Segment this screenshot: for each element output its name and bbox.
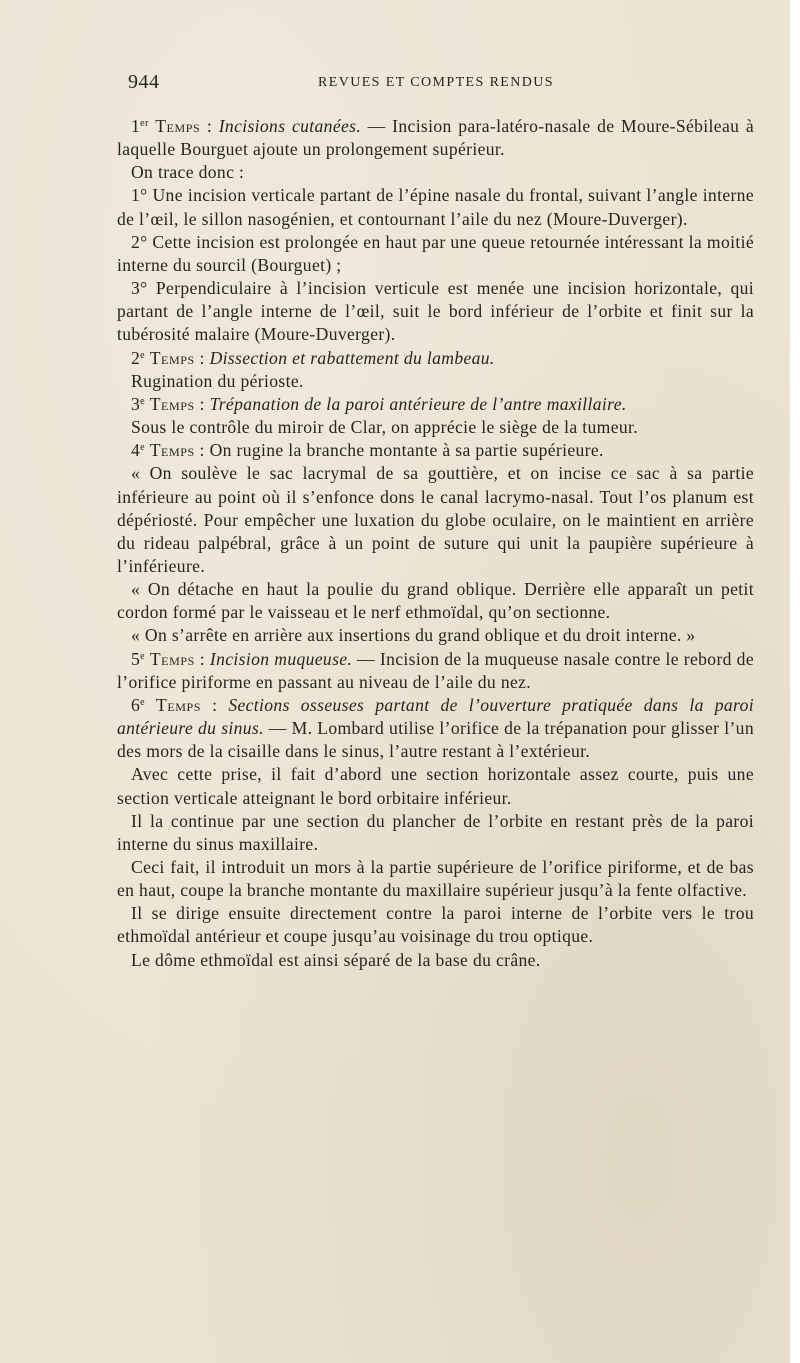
page-header: [128, 71, 754, 95]
temps-label: Temps: [149, 347, 195, 368]
separator: :: [201, 694, 229, 715]
ordinal-suffix: er: [140, 118, 149, 129]
paragraph: Le dôme ethmoïdal est ainsi séparé de la base du crâne.: [131, 949, 541, 970]
step-title: Dissection et rabattement du lambeau.: [209, 347, 495, 368]
temps-label: Temps: [149, 648, 195, 669]
ordinal-suffix: e: [140, 696, 145, 708]
step-text: On rugine la branche montante à sa partie supérieure.: [209, 440, 604, 461]
temps-label: Temps: [155, 116, 201, 136]
paragraph-temps-1: [117, 115, 754, 161]
paragraph-quote: « On détache en haut la poulie du grand oblique. Derrière elle apparaît un petit cordon formé par le vaisseau et le nerf ethmoïdal, qu’on sectionne.: [117, 579, 754, 623]
ordinal-suffix: e: [140, 349, 145, 361]
page-number: 944: [128, 71, 160, 93]
paragraph-temps-6: [117, 694, 754, 763]
temps-label: Temps: [149, 393, 195, 414]
step-text: — M. Lombard utilise l’orifice de la trépanation pour glisser l’un des mors de la cisaille dans le sinus, l’autre restant à l’extérieur.: [117, 718, 754, 762]
step-title: Incisions cutanées.: [218, 116, 362, 136]
paragraph: On trace donc :: [131, 162, 245, 183]
paragraph: Avec cette prise, il fait d’abord une section horizontale assez courte, puis une section verticale atteignant le bord orbitaire inférieur.: [117, 764, 754, 808]
step-title: Sections osseuses partant de l’ouverture pratiquée dans la paroi antérieure du sinus.: [117, 694, 754, 739]
paragraph-temps-3: [117, 393, 754, 416]
paragraph-quote: « On s’arrête en arrière aux insertions du grand oblique et du droit interne. »: [131, 625, 696, 646]
paragraph: Ceci fait, il introduit un mors à la partie supérieure de l’orifice piriforme, et de bas en haut, coupe la branche montante du maxillaire supérieur jusqu’à la fente olfactive.: [117, 857, 754, 901]
paragraph: Il se dirige ensuite directement contre la paroi interne de l’orbite vers le trou ethmoïdal antérieur et coupe jusqu’au voisinage du trou optique.: [117, 903, 754, 947]
step-number: 3: [131, 393, 141, 414]
paragraph: 1° Une incision verticale partant de l’épine nasale du frontal, suivant l’angle interne de l’œil, le sillon nasogénien, et contournant l’aile du nez (Moure-Duverger).: [117, 185, 754, 229]
paragraph: 2° Cette incision est prolongée en haut par une queue retournée intéressant la moitié interne du sourcil (Bourguet) ;: [117, 231, 754, 275]
page-right-margin: [790, 0, 800, 1363]
step-number: 1: [131, 116, 141, 136]
step-number: 4: [131, 440, 141, 461]
separator: :: [194, 440, 210, 461]
separator: :: [194, 648, 210, 669]
paragraph-temps-2: [117, 347, 754, 370]
step-number: 2: [131, 347, 141, 368]
step-title: Trépanation de la paroi antérieure de l’antre maxillaire.: [209, 393, 627, 414]
paragraph: Il la continue par une section du plancher de l’orbite en restant près de la paroi interne du sinus maxillaire.: [117, 810, 754, 854]
paragraph-temps-5: [117, 648, 754, 694]
separator: :: [200, 116, 219, 136]
paragraph-temps-4: [117, 439, 754, 462]
separator: :: [194, 393, 210, 414]
running-title: REVUES ET COMPTES RENDUS: [318, 75, 554, 90]
ordinal-suffix: e: [140, 395, 145, 407]
step-title: Incision muqueuse.: [209, 648, 353, 669]
step-text: — Incision para-latéro-nasale de Moure-Sébileau à laquelle Bourguet ajoute un prolongement supérieur.: [117, 116, 754, 160]
temps-label: Temps: [155, 694, 202, 715]
temps-label: Temps: [149, 440, 195, 461]
body-text: [117, 115, 754, 972]
paragraph: Sous le contrôle du miroir de Clar, on apprécie le siège de la tumeur.: [131, 417, 638, 438]
paragraph: 3° Perpendiculaire à l’incision verticule est menée une incision horizontale, qui partant de l’angle interne de l’œil, suit le bord inférieur de l’orbite et finit sur la tubérosité malaire (Moure-Duverger).: [117, 278, 754, 345]
step-number: 6: [131, 694, 141, 715]
ordinal-suffix: e: [140, 650, 145, 662]
step-number: 5: [131, 648, 141, 669]
ordinal-suffix: e: [140, 442, 145, 454]
step-text: — Incision de la muqueuse nasale contre le rebord de l’orifice piriforme en passant au niveau de l’aile du nez.: [117, 648, 754, 692]
paragraph-quote: « On soulève le sac lacrymal de sa gouttière, et on incise ce sac à sa partie inférieure au point où il s’enfonce dons le canal lacrymo-nasal. Tout l’os planum est dépériosté. Pour empêcher une luxation du globe oculaire, on le maintient en arrière du rideau palpébral, grâce à un point de suture qui unit la paupière supérieure à l’inférieure.: [117, 463, 754, 576]
separator: :: [194, 347, 210, 368]
paragraph: Rugination du périoste.: [131, 370, 304, 391]
